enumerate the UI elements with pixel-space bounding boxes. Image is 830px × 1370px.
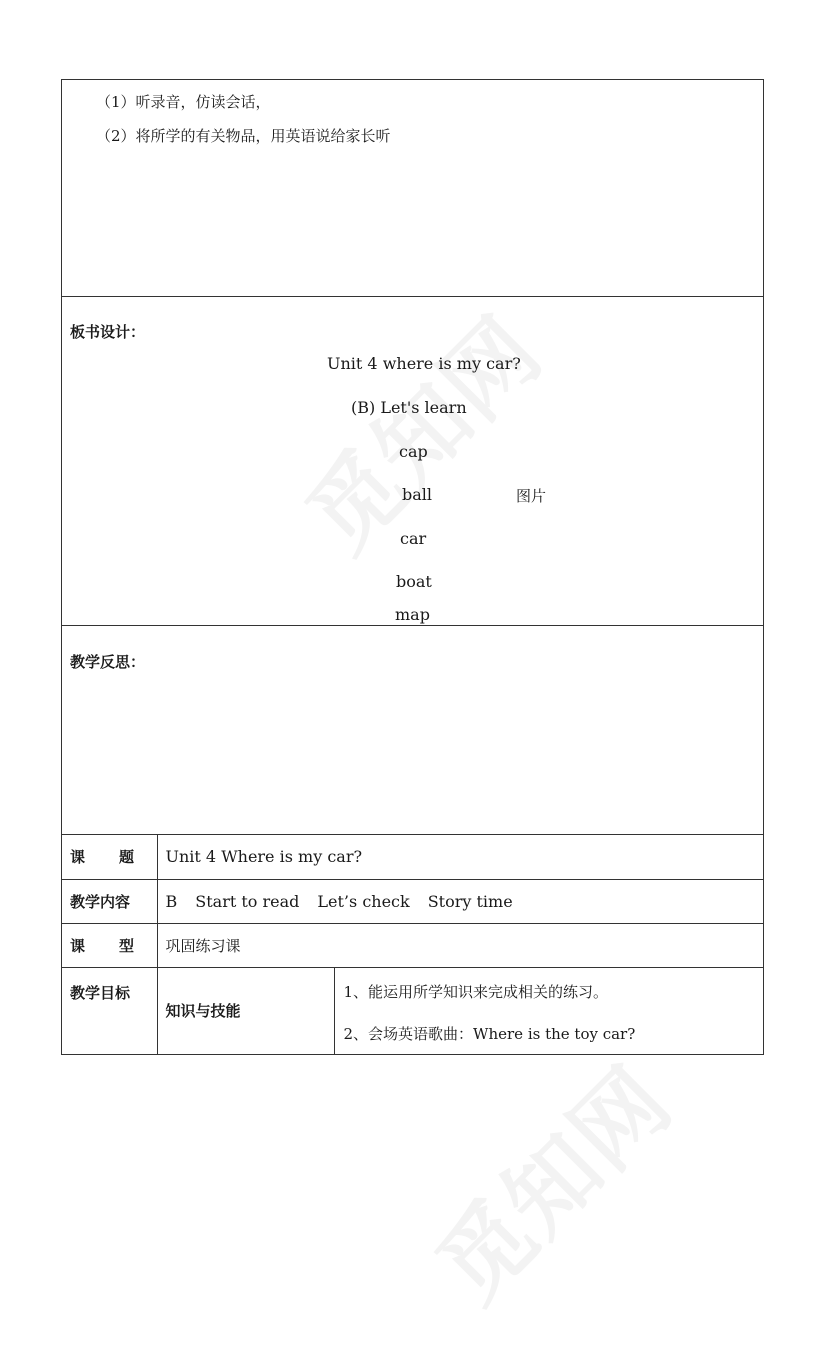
goal-row <box>62 967 763 1054</box>
content-row <box>62 879 763 923</box>
content-value <box>157 879 763 923</box>
type-label-char-1: 课 <box>70 936 86 955</box>
board-design-label: 板书设计： <box>70 323 146 341</box>
board-word-car: car <box>400 529 427 548</box>
board-picture-note: 图片 <box>516 487 547 505</box>
board-design-section <box>62 297 763 626</box>
goal-sub-label: 知识与技能 <box>157 967 334 1054</box>
content-item-4: Story time <box>427 891 513 911</box>
reflection-label: 教学反思： <box>70 653 146 671</box>
goal-item-2: 2、会场英语歌曲：Where is the toy car? <box>343 1024 636 1043</box>
homework-section <box>62 80 763 297</box>
board-word-ball: ball <box>402 485 433 504</box>
content-item-2: Start to read <box>195 891 300 911</box>
lesson-info-table <box>62 835 763 1054</box>
topic-value: Unit 4 Where is my car? <box>157 835 763 879</box>
board-word-map: map <box>395 605 430 624</box>
goal-item-1: 1、能运用所学知识来完成相关的练习。 <box>343 982 609 1001</box>
board-part: (B) Let's learn <box>351 398 467 417</box>
goal-items <box>334 967 763 1054</box>
board-word-cap: cap <box>399 442 428 461</box>
reflection-section <box>62 626 763 835</box>
board-word-boat: boat <box>396 572 432 591</box>
topic-row <box>62 835 763 879</box>
content-item-3: Let’s check <box>317 891 410 911</box>
topic-label-char-1: 课 <box>70 848 86 867</box>
content-item-1: B <box>165 891 178 911</box>
lesson-plan-sheet <box>61 79 764 1055</box>
type-value: 巩固练习课 <box>157 923 763 967</box>
watermark-bottom <box>370 1030 709 1369</box>
topic-label-char-2: 题 <box>118 848 134 867</box>
topic-label <box>62 835 157 879</box>
type-label <box>62 923 157 967</box>
content-label: 教学内容 <box>62 879 157 923</box>
homework-line-1: （1）听录音，仿读会话， <box>96 93 271 111</box>
type-label-char-2: 型 <box>118 936 134 955</box>
board-title: Unit 4 where is my car? <box>327 354 521 373</box>
homework-line-2: （2）将所学的有关物品，用英语说给家长听 <box>96 127 391 145</box>
type-row <box>62 923 763 967</box>
goal-label: 教学目标 <box>62 967 157 1054</box>
